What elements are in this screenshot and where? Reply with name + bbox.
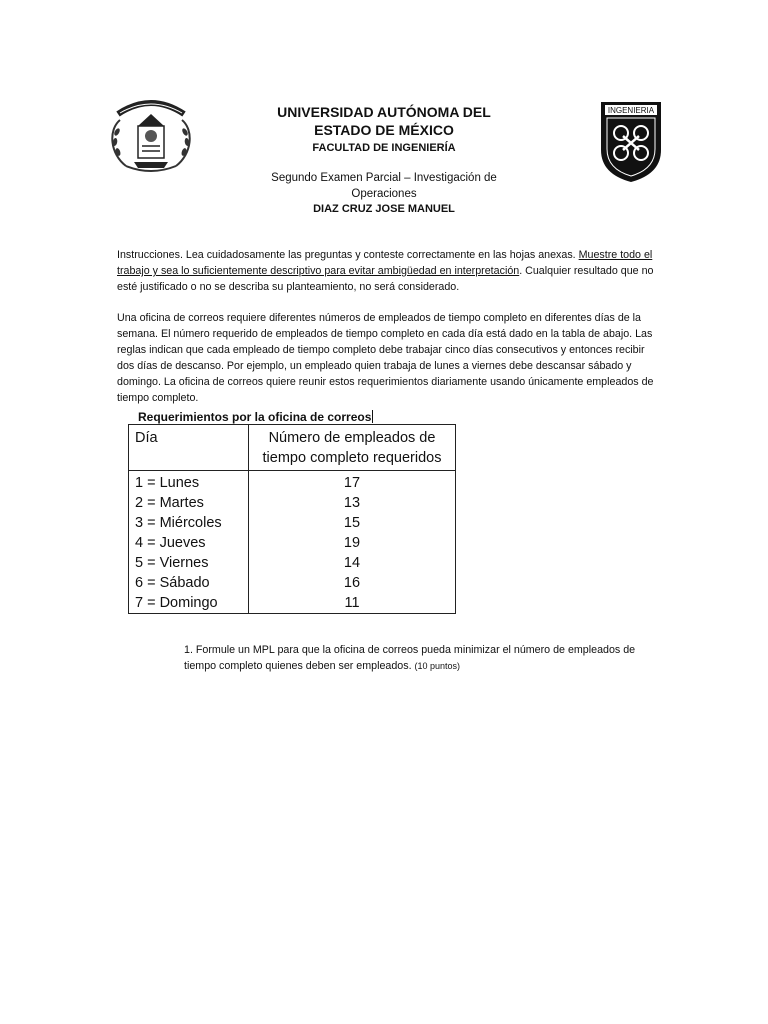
day-cell: 1 = Lunes — [129, 471, 249, 494]
employees-cell: 15 — [249, 513, 456, 533]
engineering-shield-icon — [599, 100, 663, 184]
table-row — [129, 471, 456, 494]
instructions-paragraph — [117, 247, 657, 295]
day-cell: 7 = Domingo — [129, 593, 249, 614]
employees-cell: 19 — [249, 533, 456, 553]
day-cell: 3 = Miércoles — [129, 513, 249, 533]
instructions-underlined-1: Muestre todo el — [578, 249, 653, 261]
instructions-text-1: Instrucciones. Lea cuidadosamente las preguntas y conteste correctamente en las hojas anexas. — [117, 249, 579, 261]
question-1 — [184, 642, 662, 674]
day-cell: 2 = Martes — [129, 493, 249, 513]
employees-cell: 16 — [249, 573, 456, 593]
employees-cell: 13 — [249, 493, 456, 513]
problem-paragraph: Una oficina de correos requiere diferentes números de empleados de tiempo completo en diferentes días de la semana. El número requerido de empleados de tiempo completo en cada día está dado en la tabla de abajo. Las reglas indican que cada empleado de tiempo completo debe trabajar cinco días consecutivos y entonces recibir dos días de descanso. Por ejemplo, un empleado quien trabaja de lunes a viernes debe descansar sábado y domingo. La oficina de correos quiere reunir estos requerimientos diariamente usando únicamente empleados de tiempo completo. — [117, 312, 654, 404]
svg-text:INGENIERIA: INGENIERIA — [607, 106, 655, 115]
table-row — [129, 553, 456, 573]
table-header-row — [129, 425, 456, 471]
header-day: Día — [129, 425, 249, 471]
table-row — [129, 493, 456, 513]
day-cell: 5 = Viernes — [129, 553, 249, 573]
employees-cell: 11 — [249, 593, 456, 614]
table-caption — [138, 410, 373, 425]
header-employees: Número de empleados de tiempo completo requeridos — [249, 425, 456, 471]
question-1-points: (10 puntos) — [414, 661, 461, 671]
table-row — [129, 533, 456, 553]
requirements-table — [128, 424, 456, 614]
table-caption-text: Requerimientos por la oficina de correos — [138, 410, 372, 424]
employees-cell: 14 — [249, 553, 456, 573]
university-seal-icon — [106, 96, 196, 174]
table-row — [129, 593, 456, 614]
employees-cell: 17 — [249, 471, 456, 494]
document-header — [250, 103, 518, 217]
day-cell: 6 = Sábado — [129, 573, 249, 593]
university-name: UNIVERSIDAD AUTÓNOMA DEL ESTADO DE MÉXICO — [277, 104, 491, 138]
student-name: DIAZ CRUZ JOSE MANUEL — [313, 203, 455, 215]
exam-title: Segundo Examen Parcial – Investigación de Operaciones — [271, 172, 497, 200]
table-row — [129, 513, 456, 533]
text-cursor — [372, 410, 373, 423]
instructions-text-2: . Cualquier resultado que no esté justificado o no se describa su planteamiento, no será considerado. — [117, 265, 654, 293]
table-row — [129, 573, 456, 593]
question-1-text: 1. Formule un MPL para que la oficina de correos pueda minimizar el número de empleados de tiempo completo quienes deben ser empleados. — [184, 644, 636, 672]
faculty-name: FACULTAD DE INGENIERÍA — [312, 142, 456, 154]
instructions-underlined-2: trabajo y sea lo suficientemente descriptivo para evitar ambigüedad en interpretación — [117, 265, 520, 277]
day-cell: 4 = Jueves — [129, 533, 249, 553]
